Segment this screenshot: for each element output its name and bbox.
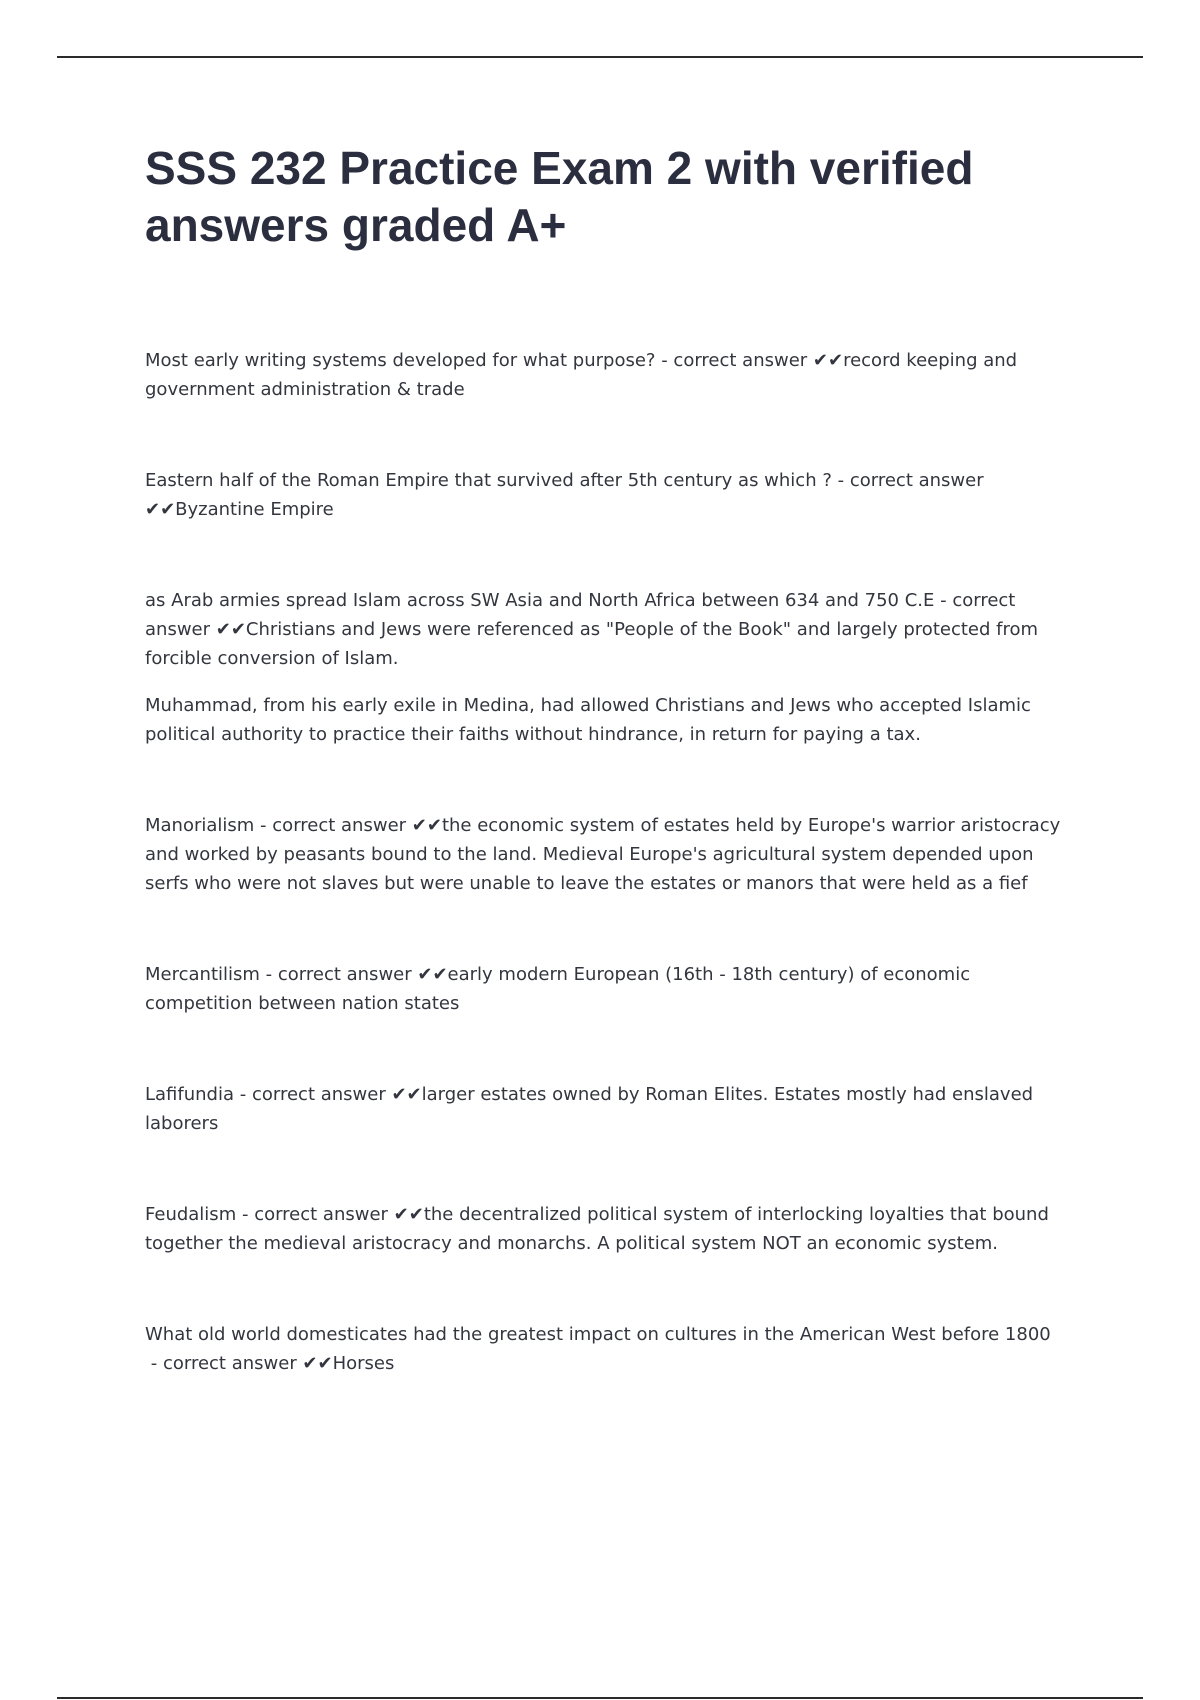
- qa-item: [145, 586, 1080, 749]
- qa-text: [145, 960, 1080, 1018]
- answer-marker: correct answer ✔✔: [254, 1204, 424, 1225]
- answer-text: larger estates owned by Roman Elites. Estates mostly had enslaved laborers: [145, 1084, 1034, 1134]
- qa-item: [145, 960, 1080, 1018]
- qa-text: [145, 1320, 1080, 1378]
- qa-text: [145, 1200, 1080, 1258]
- qa-text: [145, 466, 1080, 524]
- answer-text: early modern European (16th - 18th century) of economic competition between nation states: [145, 964, 971, 1014]
- answer-marker: correct answer ✔✔: [251, 1084, 422, 1105]
- qa-text: [145, 811, 1080, 898]
- separator: -: [236, 1204, 255, 1225]
- answer-text: Byzantine Empire: [175, 499, 334, 520]
- question-text: Lafifundia: [145, 1084, 235, 1105]
- qa-list: [145, 346, 1080, 1440]
- question-text: Feudalism: [145, 1204, 237, 1225]
- question-text: Eastern half of the Roman Empire that survived after 5th century as which ?: [145, 470, 832, 491]
- answer-marker: correct answer ✔✔: [673, 350, 844, 371]
- separator: -: [655, 350, 674, 371]
- question-text: as Arab armies spread Islam across SW Asia and North Africa between 634 and 750 C.E: [145, 590, 935, 611]
- answer-marker: correct answer ✔✔: [272, 815, 442, 836]
- qa-item: [145, 1200, 1080, 1258]
- answer-marker: correct answer ✔✔: [145, 590, 1016, 640]
- answer-marker: correct answer ✔✔: [145, 470, 984, 520]
- question-text: Manorialism: [145, 815, 255, 836]
- qa-item: [145, 1080, 1080, 1138]
- separator: -: [145, 1353, 163, 1374]
- separator: -: [259, 964, 278, 985]
- answer-text: Christians and Jews were referenced as "People of the Book" and largely protected from forcible conversion of Islam.: [145, 619, 1039, 669]
- separator: -: [234, 1084, 252, 1105]
- answer-marker: correct answer ✔✔: [277, 964, 448, 985]
- qa-text: [145, 346, 1080, 404]
- separator: -: [934, 590, 953, 611]
- question-text: Mercantilism: [145, 964, 260, 985]
- answer-text: the economic system of estates held by Europe's warrior aristocracy and worked by peasants bound to the land. Medieval Europe's agricultural system depended upon serfs who were not slaves but were unable to leave the estates or manors that were held as a fief: [145, 815, 1061, 894]
- bottom-divider: [57, 1697, 1143, 1699]
- answer-text: Horses: [332, 1353, 395, 1374]
- question-text: What old world domesticates had the greatest impact on cultures in the American West before 1800: [145, 1324, 1051, 1345]
- answer-text: the decentralized political system of interlocking loyalties that bound together the medieval aristocracy and monarchs. A political system NOT an economic system.: [145, 1204, 1049, 1254]
- answer-marker: correct answer ✔✔: [162, 1353, 333, 1374]
- top-divider: [57, 56, 1143, 58]
- qa-text: [145, 1080, 1080, 1138]
- answer-text: record keeping and government administration & trade: [145, 350, 1018, 400]
- separator: -: [254, 815, 273, 836]
- qa-item: [145, 466, 1080, 524]
- qa-item: [145, 1320, 1080, 1378]
- document-title: SSS 232 Practice Exam 2 with verified answers graded A+: [145, 142, 974, 251]
- question-text: Most early writing systems developed for what purpose?: [145, 350, 656, 371]
- qa-text: [145, 586, 1080, 673]
- separator: -: [831, 470, 850, 491]
- qa-item: [145, 346, 1080, 404]
- qa-item: [145, 811, 1080, 898]
- answer-extra-text: Muhammad, from his early exile in Medina, had allowed Christians and Jews who accepted Islamic political authority to practice their faiths without hindrance, in return for paying a tax.: [145, 695, 1031, 745]
